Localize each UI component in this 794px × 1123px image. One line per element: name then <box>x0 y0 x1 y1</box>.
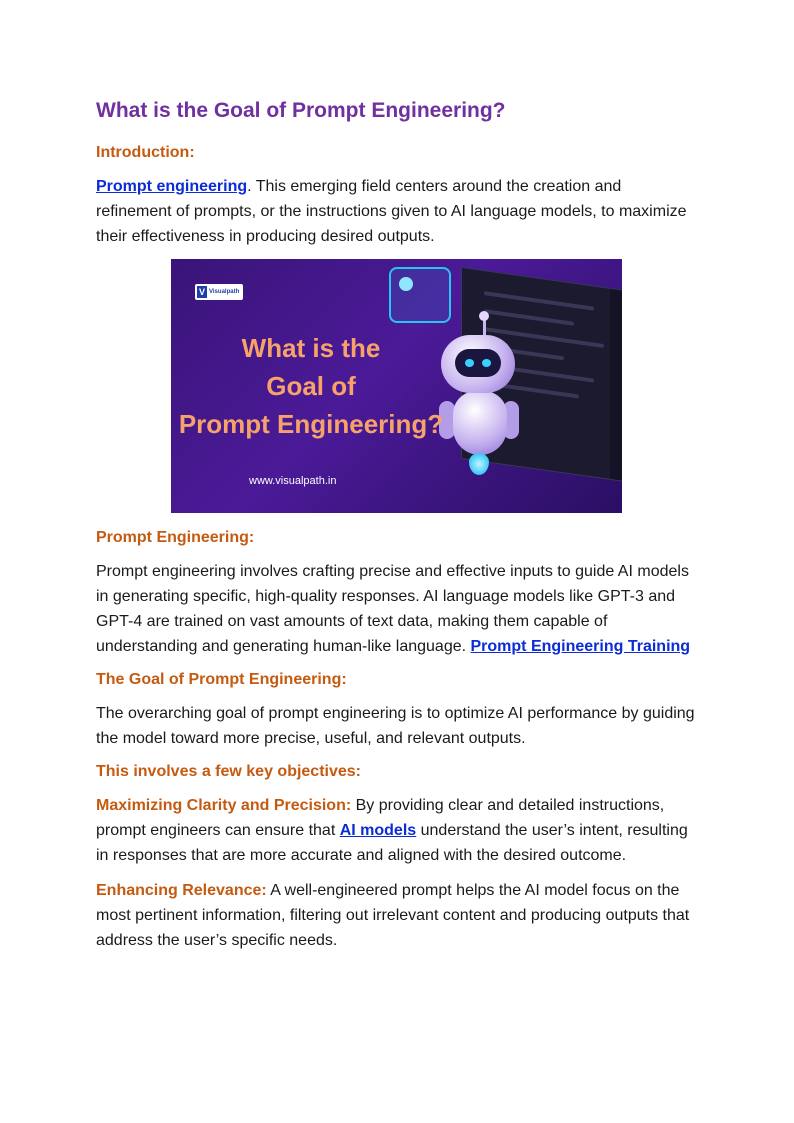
banner-image <box>171 259 622 513</box>
objective-relevance-lead: Enhancing Relevance: <box>96 882 267 899</box>
logo-mark-icon: V <box>198 287 205 297</box>
objective-clarity-lead: Maximizing Clarity and Precision: <box>96 797 352 814</box>
objective-relevance-paragraph <box>96 878 698 953</box>
document-body <box>96 96 698 963</box>
banner-title <box>171 329 451 443</box>
page-title: What is the Goal of Prompt Engineering? <box>96 99 506 122</box>
section-prompt-engineering-text: Prompt engineering involves crafting precise and effective inputs to guide AI models in generating specific, high-quality responses. AI language models like GPT-3 and GPT-4 are trained on vast amounts of text data, making them capable of understanding and generating human-like language. <box>96 563 689 655</box>
banner-title-line-2: Goal of <box>266 371 356 401</box>
objective-relevance-text: A well-engineered prompt helps the AI model focus on the most pertinent information, filtering out irrelevant content and producing outputs that address the user’s specific needs. <box>96 882 690 949</box>
logo-text: Visualpath <box>209 288 240 295</box>
intro-heading: Introduction: <box>96 144 195 161</box>
section-prompt-engineering-heading: Prompt Engineering: <box>96 529 255 546</box>
objective-clarity-text-after: understand the user’s intent, resulting in responses that are more accurate and aligned with the desired outcome. <box>96 822 688 864</box>
section-goal-paragraph: The overarching goal of prompt engineering is to optimize AI performance by guiding the model toward more precise, useful, and relevant outputs. <box>96 705 695 747</box>
section-prompt-engineering-paragraph <box>96 559 698 659</box>
intro-text: . This emerging field centers around the creation and refinement of prompts, or the instructions given to AI language models, to maximize their effectiveness in producing desired outputs. <box>96 178 687 245</box>
ai-models-link[interactable]: AI models <box>339 822 417 839</box>
section-objectives-heading: This involves a few key objectives: <box>96 763 361 780</box>
banner-title-line-3: Prompt Engineering? <box>178 409 444 439</box>
visualpath-logo <box>195 284 243 300</box>
banner <box>171 259 622 513</box>
objective-clarity-text-before: By providing clear and detailed instructions, prompt engineers can ensure that <box>96 797 665 839</box>
objective-clarity-paragraph <box>96 793 698 868</box>
chat-bubble-icon <box>389 267 451 323</box>
banner-url: www.visualpath.in <box>249 475 337 487</box>
prompt-engineering-training-link[interactable]: Prompt Engineering Training <box>470 638 691 655</box>
section-goal-heading: The Goal of Prompt Engineering: <box>96 671 347 688</box>
intro-paragraph <box>96 174 698 249</box>
banner-title-line-1: What is the <box>241 333 381 363</box>
prompt-engineering-link[interactable]: Prompt engineering <box>96 178 248 195</box>
